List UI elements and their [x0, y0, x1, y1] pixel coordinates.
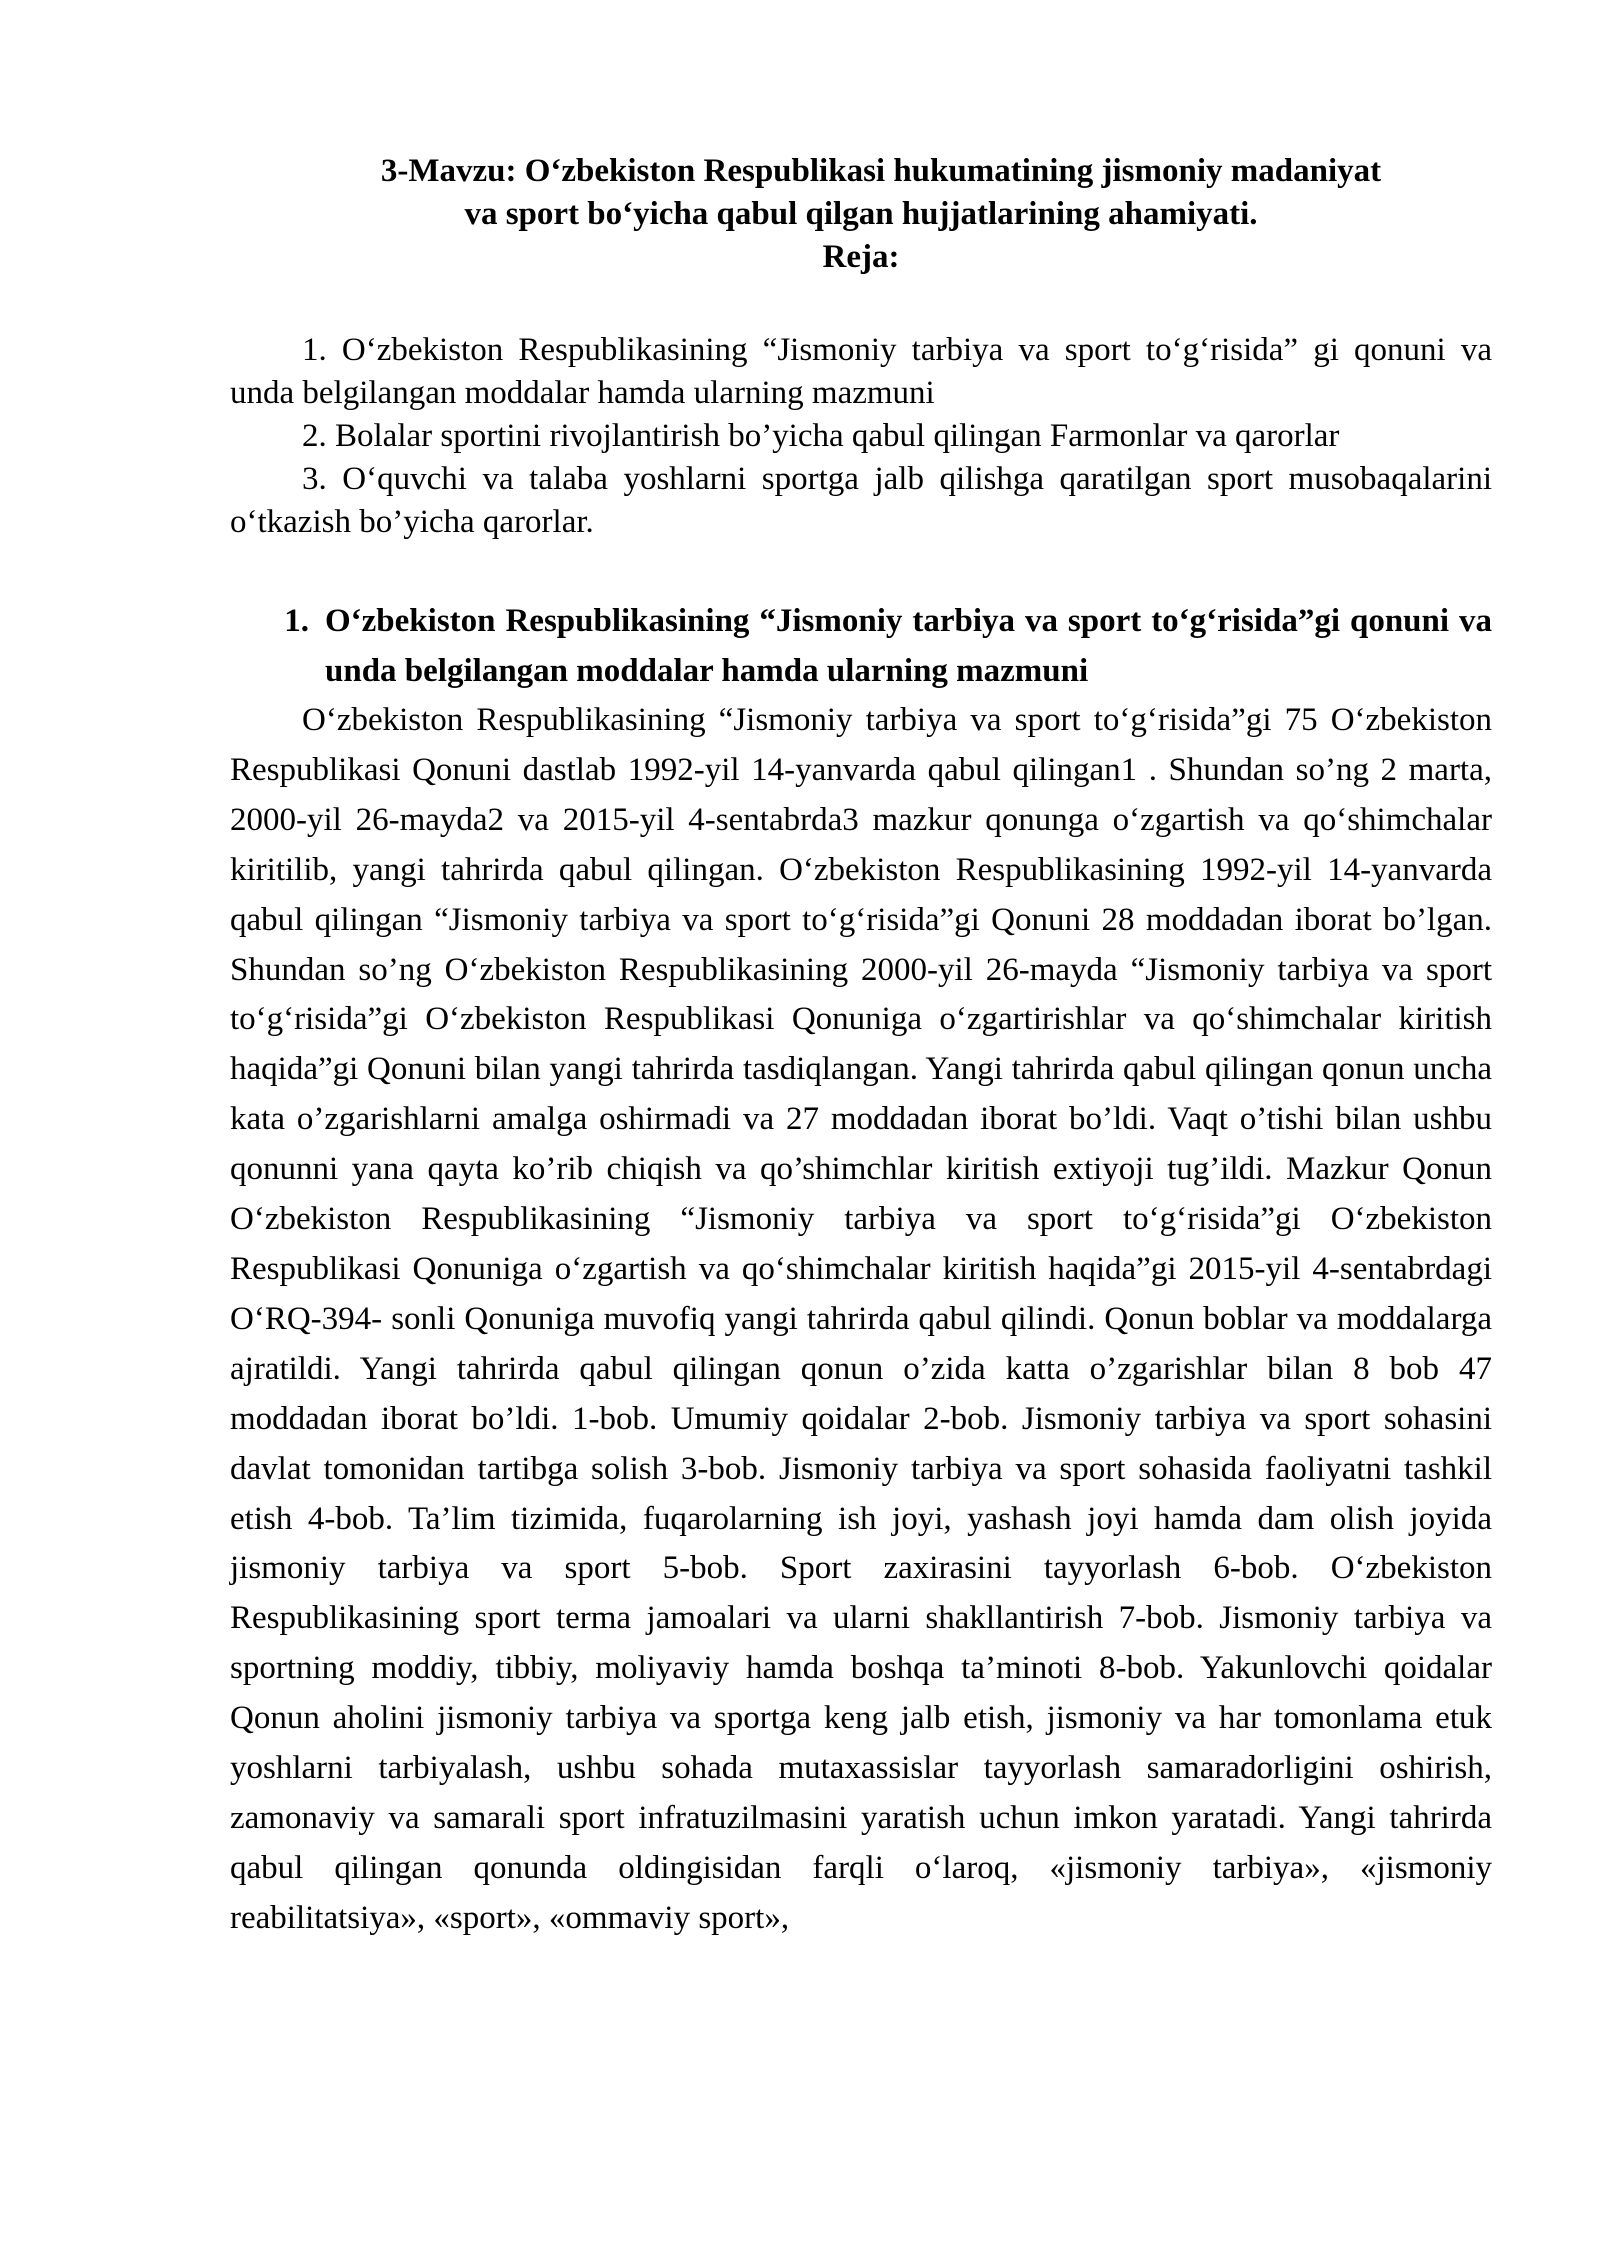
- title-line-1: 3-Mavzu: O‘zbekiston Respublikasi hukumatining jismoniy madaniyat: [380, 153, 1382, 189]
- document-title: [230, 150, 1492, 279]
- section-heading: [230, 596, 1492, 696]
- document-page: [230, 150, 1492, 1944]
- section-body-paragraph: O‘zbekiston Respublikasining “Jismoniy tarbiya va sport to‘g‘risida”gi 75 O‘zbekiston Respublikasi Qonuni dastlab 1992-yil 14-yanvarda qabul qilingan1 . Shundan so’ng 2 marta, 2000-yil 26-mayda2 va 2015-yil 4-sentabrda3 mazkur qonunga o‘zgartish va qo‘shimchalar kiritilib, yangi tahrirda qabul qilingan. O‘zbekiston Respublikasining 1992-yil 14-yanvarda qabul qilingan “Jismoniy tarbiya va sport to‘g‘risida”gi Qonuni 28 moddadan iborat bo’lgan. Shundan so’ng O‘zbekiston Respublikasining 2000-yil 26-mayda “Jismoniy tarbiya va sport to‘g‘risida”gi O‘zbekiston Respublikasi Qonuniga o‘zgartirishlar va qo‘shimchalar kiritish haqida”gi Qonuni bilan yangi tahrirda tasdiqlangan. Yangi tahrirda qabul qilingan qonun uncha kata o’zgarishlarni amalga oshirmadi va 27 moddadan iborat bo’ldi. Vaqt o’tishi bilan ushbu qonunni yana qayta ko’rib chiqish va qo’shimchlar kiritish extiyoji tug’ildi. Mazkur Qonun O‘zbekiston Respublikasining “Jismoniy tarbiya va sport to‘g‘risida”gi O‘zbekiston Respublikasi Qonuniga o‘zgartish va qo‘shimchalar kiritish haqida”gi 2015-yil 4-sentabrdagi O‘RQ-394- sonli Qonuniga muvofiq yangi tahrirda qabul qilindi. Qonun boblar va moddalarga ajratildi. Yangi tahrirda qabul qilingan qonun o’zida katta o’zgarishlar bilan 8 bob 47 moddadan iborat bo’ldi. 1-bob. Umumiy qoidalar 2-bob. Jismoniy tarbiya va sport sohasini davlat tomonidan tartibga solish 3-bob. Jismoniy tarbiya va sport sohasida faoliyatni tashkil etish 4-bob. Ta’lim tizimida, fuqarolarning ish joyi, yashash joyi hamda dam olish joyida jismoniy tarbiya va sport 5-bob. Sport zaxirasini tayyorlash 6-bob. O‘zbekiston Respublikasining sport terma jamoalari va ularni shakllantirish 7-bob. Jismoniy tarbiya va sportning moddiy, tibbiy, moliyaviy hamda boshqa ta’minoti 8-bob. Yakunlovchi qoidalar Qonun aholini jismoniy tarbiya va sportga keng jalb etish, jismoniy va har tomonlama etuk yoshlarni tarbiyalash, ushbu sohada mutaxassislar tayyorlash samaradorligini oshirish, zamonaviy va samarali sport infratuzilmasini yaratish uchun imkon yaratadi. Yangi tahrirda qabul qilingan qonunda oldingisidan farqli o‘laroq, «jismoniy tarbiya», «jismoniy reabilitatsiya», «sport», «ommaviy sport»,: [230, 702, 1492, 1936]
- plan-list: [230, 329, 1492, 544]
- plan-heading: Reja:: [822, 239, 900, 275]
- title-line-2: va sport bo‘yicha qabul qilgan hujjatlarining ahamiyati.: [464, 196, 1258, 232]
- plan-item: 1. O‘zbekiston Respublikasining “Jismoniy tarbiya va sport to‘g‘risida” gi qonuni va unda belgilangan moddalar hamda ularning mazmuni: [230, 332, 1492, 411]
- plan-item: 2. Bolalar sportini rivojlantirish bo’yicha qabul qilingan Farmonlar va qarorlar: [302, 418, 1340, 454]
- section-number: 1.: [284, 603, 309, 639]
- section-heading-text: O‘zbekiston Respublikasining “Jismoniy tarbiya va sport to‘g‘risida”gi qonuni va unda belgilangan moddalar hamda ularning mazmuni: [325, 603, 1492, 689]
- plan-item: 3. O‘quvchi va talaba yoshlarni sportga jalb qilishga qaratilgan sport musobaqalarini o‘tkazish bo’yicha qarorlar.: [230, 461, 1492, 540]
